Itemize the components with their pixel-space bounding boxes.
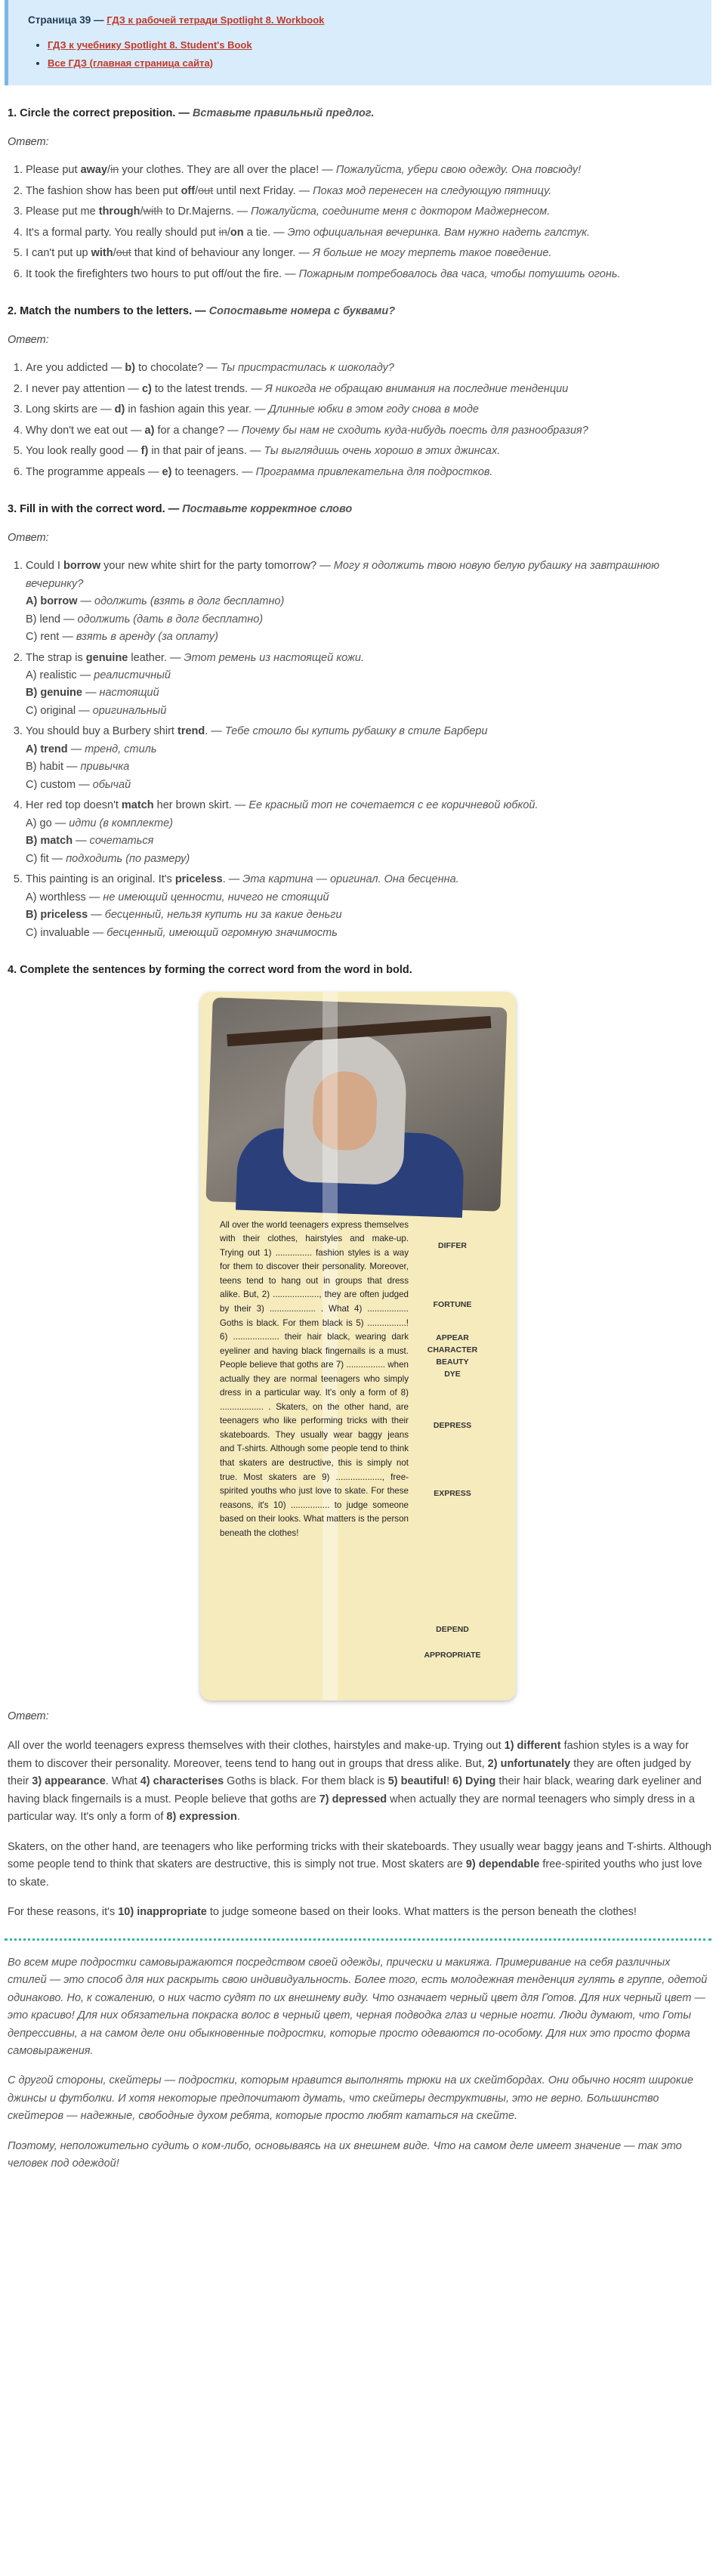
answer-label: Ответ: xyxy=(8,135,49,148)
list-item: 4. Her red top doesn't match her brown skirt. — Ее красный топ не сочетается с ее коричневой юбкой. A) go — идти (в комплекте) B) match — сочетаться C) fit — подходить (по размеру) xyxy=(26,797,711,868)
list-item: 2. The strap is genuine leather. — Этот ремень из настоящей кожи. A) realistic — реалистичный B) genuine — настоящий C) original — оригинальный xyxy=(26,650,711,721)
word-bank-item: DEPRESS xyxy=(433,1420,472,1430)
list-item: 1. Are you addicted — b) to chocolate? — Ты пристрастилась к шоколаду? xyxy=(26,360,711,377)
translation-paragraph-1: Во всем мире подростки самовыражаются посредством своей одежды, прически и макияжа. Примеривание на себя различных стилей — это способ для них раскрыть свою индивидуальность. Более того, есть молодежная тенденция гулять в группе, одетой одинаково. Но, к сожалению, о них часто судят по их внешнему виду. Что означает черный цвет для Готов. Для них черный цвет — это красиво! Для них обязательна покраска волос в черный цвет, черная подводка глаз и черные ногти. Люди думают, что Готы депрессивны, а на самом деле они обыкновенные подростки, которые просто одеваются по-особому. Для них это просто форма самовыражения. xyxy=(8,1956,708,2057)
answer-paragraph-2: Skaters, on the other hand, are teenagers who like performing tricks with their skateboards. They usually wear baggy jeans and T-shirts. Although some people tend to think that skaters are destructive, this is simply not true. Most skaters are 9) dependable free-spirited youths who just love to skate. xyxy=(8,1840,712,1889)
nav-prefix: Страница 39 — xyxy=(28,14,104,26)
option: A) borrow — одолжить (взять в долг бесплатно) xyxy=(26,595,285,608)
word-bank-item: EXPRESS xyxy=(434,1488,471,1498)
word-bank-item: DYE xyxy=(444,1369,461,1379)
list-item: 4. Why don't we eat out — a) for a change? — Почему бы нам не сходить куда-нибудь поесть для разнообразия? xyxy=(26,422,711,440)
list-item: 2. The fashion show has been put off/out until next Friday. — Показ мод перенесен на следующую пятницу. xyxy=(26,183,711,200)
answer-paragraph-1: All over the world teenagers express themselves with their clothes, hairstyles and make-up. Trying out 1) different fashion styles is a way for them to discover their personality. Moreover, teens tend to hang out in groups that dress alike. But, 2) unfortunately they are often judged by their 3) appearance. What 4) characterises Goths is black. For them black is 5) beautiful! 6) Dying their hair black, wearing dark eyeliner and having black fingernails is a must. People believe that goths are 7) depressed when actually they are normal teenagers who simply dress in a particular way. It's only a form of 8) expression. xyxy=(8,1740,702,1824)
ex2-title: 2. Match the numbers to the letters. — Сопоставьте номера с буквами? xyxy=(8,305,396,318)
word-bank-item: DIFFER xyxy=(438,1240,467,1250)
ex1-list xyxy=(26,162,711,283)
list-item: 4. It's a formal party. You really should put in/on a tie. — Это официальная вечеринка. Вам нужно надеть галстук. xyxy=(26,224,711,242)
list-item: 6. It took the firefighters two hours to put off/out the fire. — Пожарным потребовалось два часа, чтобы потушить огонь. xyxy=(26,266,711,283)
answer-label: Ответ: xyxy=(8,531,49,544)
word-bank-item: FORTUNE xyxy=(433,1299,472,1309)
option: B) genuine — настоящий xyxy=(26,687,159,700)
answer-paragraph-3: For these reasons, it's 10) inappropriate to judge someone based on their looks. What matters is the person beneath the clothes! xyxy=(8,1906,637,1919)
textbook-image-wrapper xyxy=(5,992,711,1700)
option: B) match — сочетаться xyxy=(26,835,154,848)
list-item: 5. This painting is an original. It's priceless. — Эта картина — оригинал. Она бесценна. A) worthless — не имеющий ценности, ничего не стоящий B) priceless — бесценный, нельзя купить ни за какие деньги C) invaluable — бесценный, имеющий огромную значимость xyxy=(26,871,711,942)
list-item: 5. I can't put up with/out that kind of behaviour any longer. — Я больше не могу терпеть такое поведение. xyxy=(26,245,711,262)
option: B) habit — привычка xyxy=(26,761,130,774)
option: A) trend — тренд, стиль xyxy=(26,743,157,755)
word-bank-item: APPROPRIATE xyxy=(424,1650,481,1660)
workbook-link[interactable]: ГДЗ к рабочей тетради Spotlight 8. Workbook xyxy=(106,14,325,26)
nav-item xyxy=(48,54,695,73)
ex2-list xyxy=(26,360,711,481)
option: C) rent — взять в аренду (за оплату) xyxy=(26,631,218,644)
ex1-title: 1. Circle the correct preposition. — Вставьте правильный предлог. xyxy=(8,107,375,120)
list-item: 3. Please put me through/with to Dr.Majerns. — Пожалуйста, соедините меня с доктором Маджернесом. xyxy=(26,203,711,221)
option: A) realistic — реалистичный xyxy=(26,669,171,681)
list-item: 3. Long skirts are — d) in fashion again this year. — Длинные юбки в этом году снова в моде xyxy=(26,401,711,419)
nav-item xyxy=(48,36,695,54)
option: C) invaluable — бесценный, имеющий огромную значимость xyxy=(26,926,338,939)
translation-paragraph-3: Поэтому, неположительно судить о ком-либо, основываясь на их внешнем виде. Что на самом деле имеет значение — так это человек под одеждой! xyxy=(8,2139,682,2170)
option: C) fit — подходить (по размеру) xyxy=(26,852,190,865)
list-item: 1. Please put away/in your clothes. They are all over the place! — Пожалуйста, убери свою одежду. Она повсюду! xyxy=(26,162,711,179)
option: C) custom — обычай xyxy=(26,778,131,791)
textbook-page-image xyxy=(200,992,516,1700)
word-bank-item: BEAUTY xyxy=(436,1357,469,1367)
list-item: 3. You should buy a Burbery shirt trend. — Тебе стоило бы купить рубашку в стиле Барбери A) trend — тренд, стиль B) habit — привычка C) custom — обычай xyxy=(26,723,711,794)
ex3-title: 3. Fill in with the correct word. — Поставьте корректное слово xyxy=(8,503,353,516)
answer-label: Ответ: xyxy=(8,333,49,346)
list-item: 1. Could I borrow your new white shirt for the party tomorrow? — Могу я одолжить твою новую белую рубашку на завтрашнюю вечеринку? A) borrow — одолжить (взять в долг бесплатно) B) lend — одолжить (дать в долг бесплатно) C) rent — взять в аренду (за оплату) xyxy=(26,558,711,646)
option: A) worthless — не имеющий ценности, ничего не стоящий xyxy=(26,891,329,903)
nav-list xyxy=(48,36,695,73)
option: B) priceless — бесценный, нельзя купить ни за какие деньги xyxy=(26,909,342,922)
navigation-box xyxy=(5,0,711,85)
list-item: 5. You look really good — f) in that pair of jeans. — Ты выглядишь очень хорошо в этих джинсах. xyxy=(26,443,711,460)
nav-line xyxy=(28,12,695,29)
list-item: 6. The programme appeals — e) to teenagers. — Программа привлекательна для подростков. xyxy=(26,464,711,481)
ex3-list xyxy=(26,558,711,942)
answer-label: Ответ: xyxy=(8,1710,49,1722)
option: A) go — идти (в комплекте) xyxy=(26,817,173,829)
students-book-link[interactable]: ГДЗ к учебнику Spotlight 8. Student's Book xyxy=(48,39,252,51)
word-bank-item: CHARACTER xyxy=(427,1345,478,1354)
list-item: 2. I never pay attention — c) to the latest trends. — Я никогда не обращаю внимания на последние тенденции xyxy=(26,381,711,398)
all-gdz-link[interactable]: Все ГДЗ (главная страница сайта) xyxy=(48,57,214,69)
ex4-title: 4. Complete the sentences by forming the correct word from the word in bold. xyxy=(8,964,412,977)
picture-text: All over the world teenagers express themselves with their clothes, hairstyles and make-up. Trying out 1) ............... fashion styles is a way for them to discover their personality. Moreover, teens tend to hang out in groups that dress alike. But, 2) ..................., they are often judged by their 3) ................... . What 4) ................. Goths is black. For them black is 5) ................! 6) ................... their hair black, wearing dark eyeliner and having black fingernails is a must. People believe that goths are 7) ................ when actually they are normal teenagers who simply dress in a particular way. It's only a form of 8) .................. . Skaters, on the other hand, are teenagers who like performing tricks with their skateboards. They usually wear baggy jeans and T-shirts. Although some people tend to think that skaters are destructive, this is simply not true. Most skaters are 9) ..................., free-spirited youths who just love to skate. For these reasons, it's 10) ................ to judge someone based on their looks. What matters is the person beneath the clothes! xyxy=(220,1219,409,1538)
word-bank-item: APPEAR xyxy=(436,1333,469,1342)
dotted-divider xyxy=(5,1938,711,1941)
teenager-photo xyxy=(205,997,507,1211)
option: B) lend — одолжить (дать в долг бесплатно) xyxy=(26,613,264,625)
word-bank-item: DEPEND xyxy=(436,1624,469,1634)
option: C) original — оригинальный xyxy=(26,704,167,717)
translation-paragraph-2: С другой стороны, скейтеры — подростки, которым нравится выполнять трюки на их скейтбордах. Они обычно носят широкие джинсы и футболки. И хотя некоторые предпочитают думать, что скейтеры деструктивны, это не верно. Большинство скейтеров — надежные, свободные духом ребята, которые просто любят кататься на скейте. xyxy=(8,2074,693,2123)
